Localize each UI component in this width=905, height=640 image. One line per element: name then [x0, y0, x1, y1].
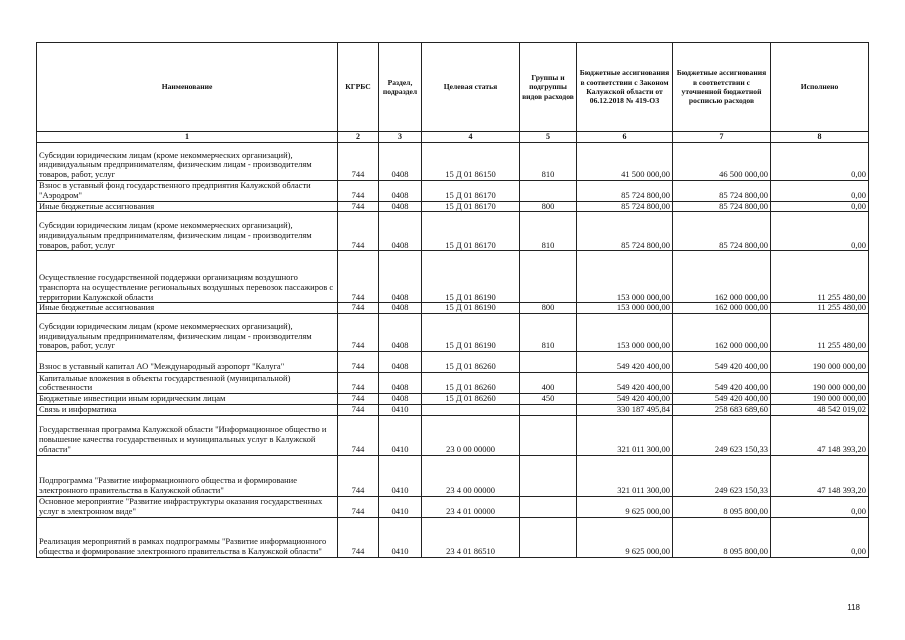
row-section-cell: 0410	[379, 404, 422, 415]
column-number: 3	[379, 132, 422, 143]
row-kgrbs-cell: 744	[338, 415, 379, 455]
table-row	[37, 404, 869, 415]
row-name-cell: Связь и информатика	[37, 404, 338, 415]
row-group-cell: 450	[520, 394, 577, 405]
row-law-allocation-cell: 153 000 000,00	[577, 303, 673, 314]
row-group-cell	[520, 496, 577, 517]
row-name-cell: Реализация мероприятий в рамках подпрограммы "Развитие информационного общества и формирование электронного правительства в Калужской области"	[37, 517, 338, 557]
row-executed-cell: 11 255 480,00	[771, 314, 869, 352]
row-kgrbs-cell: 744	[338, 352, 379, 373]
row-kgrbs-cell: 744	[338, 373, 379, 394]
column-number-row	[37, 132, 869, 143]
row-kgrbs-cell: 744	[338, 517, 379, 557]
row-section-cell: 0408	[379, 314, 422, 352]
row-executed-cell: 0,00	[771, 181, 869, 202]
row-refined-allocation-cell: 549 420 400,00	[673, 352, 771, 373]
row-name-cell: Иные бюджетные ассигнования	[37, 201, 338, 212]
row-target-cell: 15 Д 01 86170	[422, 181, 520, 202]
row-law-allocation-cell: 330 187 495,84	[577, 404, 673, 415]
row-name-cell: Основное мероприятие "Развитие инфраструктуры оказания государственных услуг в электронном виде"	[37, 496, 338, 517]
row-executed-cell: 47 148 393,20	[771, 455, 869, 496]
row-target-cell: 15 Д 01 86260	[422, 352, 520, 373]
table-row	[37, 201, 869, 212]
header-row	[37, 43, 869, 132]
row-executed-cell: 190 000 000,00	[771, 394, 869, 405]
row-refined-allocation-cell: 8 095 800,00	[673, 496, 771, 517]
row-executed-cell: 190 000 000,00	[771, 373, 869, 394]
row-law-allocation-cell: 85 724 800,00	[577, 201, 673, 212]
row-name-cell: Бюджетные инвестиции иным юридическим лицам	[37, 394, 338, 405]
row-target-cell: 23 4 01 86510	[422, 517, 520, 557]
table-row	[37, 496, 869, 517]
row-executed-cell: 0,00	[771, 212, 869, 251]
table-row	[37, 181, 869, 202]
row-refined-allocation-cell: 549 420 400,00	[673, 394, 771, 405]
row-group-cell: 810	[520, 314, 577, 352]
row-name-cell: Подпрограмма "Развитие информационного общества и формирование электронного правительства в Калужской области"	[37, 455, 338, 496]
row-refined-allocation-cell: 162 000 000,00	[673, 251, 771, 303]
table-row	[37, 517, 869, 557]
row-section-cell: 0410	[379, 496, 422, 517]
table-row	[37, 394, 869, 405]
row-law-allocation-cell: 153 000 000,00	[577, 314, 673, 352]
row-group-cell	[520, 455, 577, 496]
row-group-cell	[520, 251, 577, 303]
row-refined-allocation-cell: 162 000 000,00	[673, 314, 771, 352]
column-number: 7	[673, 132, 771, 143]
row-law-allocation-cell: 321 011 300,00	[577, 455, 673, 496]
row-name-cell: Осуществление государственной поддержки организациям воздушного транспорта на осуществление региональных воздушных перевозок пассажиров с территории Калужской области	[37, 251, 338, 303]
row-kgrbs-cell: 744	[338, 181, 379, 202]
row-kgrbs-cell: 744	[338, 314, 379, 352]
row-name-cell: Субсидии юридическим лицам (кроме некоммерческих организаций), индивидуальным предпринимателям, физическим лицам - производителям товаров, работ, услуг	[37, 143, 338, 181]
row-executed-cell: 47 148 393,20	[771, 415, 869, 455]
column-number: 6	[577, 132, 673, 143]
row-target-cell: 15 Д 01 86260	[422, 373, 520, 394]
row-group-cell	[520, 517, 577, 557]
row-law-allocation-cell: 9 625 000,00	[577, 496, 673, 517]
row-name-cell: Взнос в уставный капитал АО "Международный аэропорт "Калуга"	[37, 352, 338, 373]
column-number: 2	[338, 132, 379, 143]
row-law-allocation-cell: 41 500 000,00	[577, 143, 673, 181]
row-executed-cell: 11 255 480,00	[771, 303, 869, 314]
header-target: Целевая статья	[422, 43, 520, 132]
row-refined-allocation-cell: 85 724 800,00	[673, 181, 771, 202]
row-kgrbs-cell: 744	[338, 251, 379, 303]
row-refined-allocation-cell: 46 500 000,00	[673, 143, 771, 181]
header-group: Группы и подгруппы видов расходов	[520, 43, 577, 132]
table-row	[37, 415, 869, 455]
row-target-cell: 15 Д 01 86190	[422, 251, 520, 303]
row-section-cell: 0408	[379, 143, 422, 181]
row-executed-cell: 0,00	[771, 201, 869, 212]
header-executed: Исполнено	[771, 43, 869, 132]
column-number: 4	[422, 132, 520, 143]
row-kgrbs-cell: 744	[338, 404, 379, 415]
row-target-cell: 23 4 00 00000	[422, 455, 520, 496]
row-refined-allocation-cell: 549 420 400,00	[673, 373, 771, 394]
table-row	[37, 303, 869, 314]
row-group-cell	[520, 181, 577, 202]
row-section-cell: 0408	[379, 352, 422, 373]
row-refined-allocation-cell: 258 683 689,60	[673, 404, 771, 415]
row-group-cell: 810	[520, 143, 577, 181]
row-target-cell: 23 4 01 00000	[422, 496, 520, 517]
row-law-allocation-cell: 549 420 400,00	[577, 394, 673, 405]
row-section-cell: 0410	[379, 517, 422, 557]
row-name-cell: Взнос в уставный фонд государственного предприятия Калужской области "Аэродром"	[37, 181, 338, 202]
row-group-cell	[520, 352, 577, 373]
row-target-cell: 15 Д 01 86150	[422, 143, 520, 181]
page-number: 118	[847, 603, 860, 612]
row-kgrbs-cell: 744	[338, 212, 379, 251]
row-target-cell	[422, 404, 520, 415]
row-executed-cell: 0,00	[771, 143, 869, 181]
row-refined-allocation-cell: 8 095 800,00	[673, 517, 771, 557]
table-row	[37, 352, 869, 373]
row-section-cell: 0408	[379, 181, 422, 202]
table-row	[37, 455, 869, 496]
header-name: Наименование	[37, 43, 338, 132]
row-name-cell: Государственная программа Калужской области "Информационное общество и повышение качества государственных и муниципальных услуг в Калужской области"	[37, 415, 338, 455]
row-name-cell: Иные бюджетные ассигнования	[37, 303, 338, 314]
row-section-cell: 0408	[379, 251, 422, 303]
table-row	[37, 251, 869, 303]
row-section-cell: 0408	[379, 394, 422, 405]
row-group-cell: 400	[520, 373, 577, 394]
row-target-cell: 23 0 00 00000	[422, 415, 520, 455]
row-section-cell: 0408	[379, 212, 422, 251]
row-group-cell	[520, 415, 577, 455]
row-kgrbs-cell: 744	[338, 394, 379, 405]
table-row	[37, 143, 869, 181]
row-refined-allocation-cell: 85 724 800,00	[673, 212, 771, 251]
row-kgrbs-cell: 744	[338, 496, 379, 517]
row-law-allocation-cell: 549 420 400,00	[577, 352, 673, 373]
header-law-allocation: Бюджетные ассигнования в соответствии с Законом Калужской области от 06.12.2018 № 419-ОЗ	[577, 43, 673, 132]
row-kgrbs-cell: 744	[338, 143, 379, 181]
row-section-cell: 0410	[379, 415, 422, 455]
header-section: Раздел, подраздел	[379, 43, 422, 132]
row-target-cell: 15 Д 01 86190	[422, 314, 520, 352]
column-number: 5	[520, 132, 577, 143]
row-executed-cell: 190 000 000,00	[771, 352, 869, 373]
row-section-cell: 0408	[379, 373, 422, 394]
column-number: 1	[37, 132, 338, 143]
row-kgrbs-cell: 744	[338, 303, 379, 314]
table-row	[37, 314, 869, 352]
row-group-cell: 800	[520, 201, 577, 212]
row-group-cell: 810	[520, 212, 577, 251]
row-group-cell	[520, 404, 577, 415]
header-refined-allocation: Бюджетные ассигнования в соответствии с уточненной бюджетной росписью расходов	[673, 43, 771, 132]
row-kgrbs-cell: 744	[338, 455, 379, 496]
column-number: 8	[771, 132, 869, 143]
row-executed-cell: 48 542 019,02	[771, 404, 869, 415]
row-target-cell: 15 Д 01 86170	[422, 212, 520, 251]
row-refined-allocation-cell: 249 623 150,33	[673, 415, 771, 455]
row-law-allocation-cell: 85 724 800,00	[577, 181, 673, 202]
row-refined-allocation-cell: 162 000 000,00	[673, 303, 771, 314]
budget-table	[36, 42, 869, 558]
row-law-allocation-cell: 9 625 000,00	[577, 517, 673, 557]
row-section-cell: 0410	[379, 455, 422, 496]
row-refined-allocation-cell: 85 724 800,00	[673, 201, 771, 212]
row-name-cell: Субсидии юридическим лицам (кроме некоммерческих организаций), индивидуальным предпринимателям, физическим лицам - производителям товаров, работ, услуг	[37, 314, 338, 352]
row-group-cell: 800	[520, 303, 577, 314]
row-law-allocation-cell: 321 011 300,00	[577, 415, 673, 455]
header-kgrbs: КГРБС	[338, 43, 379, 132]
row-target-cell: 15 Д 01 86170	[422, 201, 520, 212]
row-kgrbs-cell: 744	[338, 201, 379, 212]
row-law-allocation-cell: 85 724 800,00	[577, 212, 673, 251]
row-section-cell: 0408	[379, 303, 422, 314]
row-law-allocation-cell: 153 000 000,00	[577, 251, 673, 303]
row-executed-cell: 0,00	[771, 517, 869, 557]
row-target-cell: 15 Д 01 86260	[422, 394, 520, 405]
table-row	[37, 373, 869, 394]
row-refined-allocation-cell: 249 623 150,33	[673, 455, 771, 496]
row-executed-cell: 11 255 480,00	[771, 251, 869, 303]
row-section-cell: 0408	[379, 201, 422, 212]
row-name-cell: Капитальные вложения в объекты государственной (муниципальной) собственности	[37, 373, 338, 394]
row-name-cell: Субсидии юридическим лицам (кроме некоммерческих организаций), индивидуальным предпринимателям, физическим лицам - производителям товаров, работ, услуг	[37, 212, 338, 251]
table-row	[37, 212, 869, 251]
row-target-cell: 15 Д 01 86190	[422, 303, 520, 314]
row-executed-cell: 0,00	[771, 496, 869, 517]
row-law-allocation-cell: 549 420 400,00	[577, 373, 673, 394]
